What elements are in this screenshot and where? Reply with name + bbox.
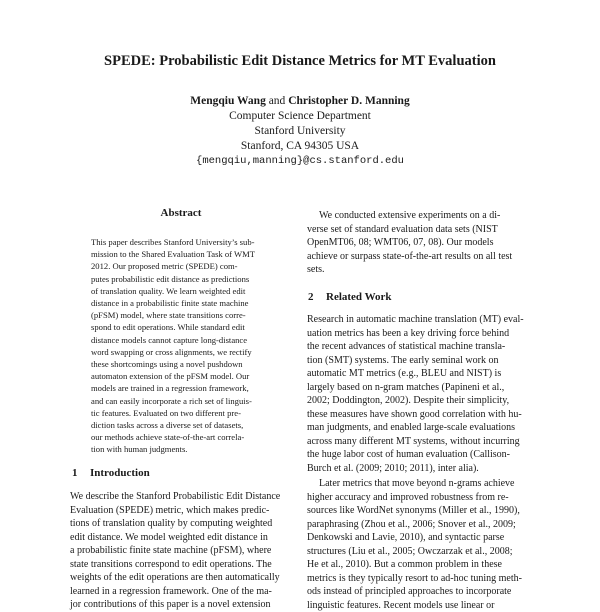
related-line: Denkowski and Lavie, 2010), and syntactic parse xyxy=(307,531,530,545)
related-line: sources like WordNet synonyms (Miller et al., 1990), xyxy=(307,504,530,518)
intro-line: edit distance. We model weighted edit distance in xyxy=(70,531,292,545)
abstract-line: word swapping or cross alignments, we rectify xyxy=(91,346,274,358)
section-title: Introduction xyxy=(90,467,150,479)
right-top-line: sets. xyxy=(307,263,530,277)
author-names xyxy=(0,94,600,109)
intro-line: learned in a regression framework. One of the ma- xyxy=(70,585,292,599)
abstract-line: putes probabilistic edit distance as predictions xyxy=(91,273,274,285)
related-line: automatic MT metrics (e.g., BLEU and NIST) is xyxy=(307,367,530,381)
related-line: tion (SMT) systems. The early seminal work on xyxy=(307,354,530,368)
abstract-line: distance in a probabilistic finite state machine xyxy=(91,297,274,309)
abstract-line: tic features. Evaluated on two different pre- xyxy=(91,407,274,419)
related-line: Later metrics that move beyond n-grams achieve xyxy=(307,477,530,491)
author-email: {mengqiu,manning}@cs.stanford.edu xyxy=(0,154,600,169)
intro-line: jor contributions of this paper is a novel extension xyxy=(70,598,292,612)
author-block xyxy=(0,94,600,169)
author-first: Mengqiu Wang xyxy=(190,95,266,107)
abstract-line: diction tasks across a diverse set of datasets, xyxy=(91,419,274,431)
abstract-body xyxy=(91,236,274,456)
right-top-paragraph xyxy=(307,209,530,277)
author-city: Stanford, CA 94305 USA xyxy=(0,139,600,154)
intro-line: weights of the edit operations are then automatically xyxy=(70,571,292,585)
related-line: metrics is they typically resort to ad-hoc tuning meth- xyxy=(307,572,530,586)
related-line: ods instead of principled approaches to incorporate xyxy=(307,585,530,599)
intro-line: Evaluation (SPEDE) metric, which makes predic- xyxy=(70,504,292,518)
author-univ: Stanford University xyxy=(0,124,600,139)
related-line: linguistic features. Recent models use linear or xyxy=(307,599,530,612)
right-top-line: achieve or surpass state-of-the-art results on all test xyxy=(307,250,530,264)
abstract-line: spond to edit operations. While standard edit xyxy=(91,321,274,333)
related-line: He et al., 2010). But a common problem in these xyxy=(307,558,530,572)
abstract-line: distance models cannot capture long-distance xyxy=(91,334,274,346)
abstract-line: (pFSM) model, where state transitions corre- xyxy=(91,309,274,321)
abstract-line: our methods achieve state-of-the-art correla- xyxy=(91,431,274,443)
related-line: uation metrics has been a key driving force behind xyxy=(307,327,530,341)
related-line: Burch et al. (2009; 2010; 2011), inter alia). xyxy=(307,462,530,476)
author-dept: Computer Science Department xyxy=(0,109,600,124)
author-second: Christopher D. Manning xyxy=(288,95,410,107)
abstract-line: mission to the Shared Evaluation Task of WMT xyxy=(91,248,274,260)
section-title: Related Work xyxy=(326,291,392,303)
abstract-line: 2012. Our proposed metric (SPEDE) com- xyxy=(91,260,274,272)
related-line: these measures have shown good correlation with hu- xyxy=(307,408,530,422)
section-number: 2 xyxy=(308,291,326,303)
related-work-paragraph-2 xyxy=(307,477,530,612)
abstract-line: these shortcomings using a novel pushdown xyxy=(91,358,274,370)
related-line: structures (Liu et al., 2005; Owczarzak et al., 2008; xyxy=(307,545,530,559)
right-top-line: verse set of standard evaluation data sets (NIST xyxy=(307,223,530,237)
related-line: across many different MT systems, without incurring xyxy=(307,435,530,449)
abstract-line: models are trained in a regression framework, xyxy=(91,382,274,394)
related-line: man judgments, and enabled large-scale evaluations xyxy=(307,421,530,435)
section-heading-introduction xyxy=(72,467,150,479)
intro-line: We describe the Stanford Probabilistic Edit Distance xyxy=(70,490,292,504)
introduction-paragraph xyxy=(70,490,292,612)
section-heading-related-work xyxy=(308,291,392,303)
intro-line: tions of translation quality by computing weighted xyxy=(70,517,292,531)
related-line: the huge labor cost of human evaluation (Callison- xyxy=(307,448,530,462)
section-number: 1 xyxy=(72,467,90,479)
right-top-line: OpenMT06, 08; WMT06, 07, 08). Our models xyxy=(307,236,530,250)
related-line: the recent advances of statistical machine transla- xyxy=(307,340,530,354)
intro-line: a probabilistic finite state machine (pFSM), where xyxy=(70,544,292,558)
abstract-line: tion with human judgments. xyxy=(91,443,274,455)
abstract-line: and can easily incorporate a rich set of linguis- xyxy=(91,395,274,407)
intro-line: state transitions correspond to edit operations. The xyxy=(70,558,292,572)
abstract-heading: Abstract xyxy=(70,207,292,219)
abstract-line: This paper describes Stanford University’s sub- xyxy=(91,236,274,248)
abstract-line: automaton extension of the pFSM model. Our xyxy=(91,370,274,382)
abstract-line: of translation quality. We learn weighted edit xyxy=(91,285,274,297)
related-line: higher accuracy and improved robustness from re- xyxy=(307,491,530,505)
related-line: Research in automatic machine translation (MT) eval- xyxy=(307,313,530,327)
paper-title: SPEDE: Probabilistic Edit Distance Metrics for MT Evaluation xyxy=(0,53,600,70)
right-top-line: We conducted extensive experiments on a di- xyxy=(307,209,530,223)
related-work-paragraph-1 xyxy=(307,313,530,475)
related-line: largely based on n-gram matches (Papineni et al., xyxy=(307,381,530,395)
related-line: paraphrasing (Zhou et al., 2006; Snover et al., 2009; xyxy=(307,518,530,532)
related-line: 2002; Doddington, 2002). Despite their simplicity, xyxy=(307,394,530,408)
author-and: and xyxy=(269,95,286,107)
